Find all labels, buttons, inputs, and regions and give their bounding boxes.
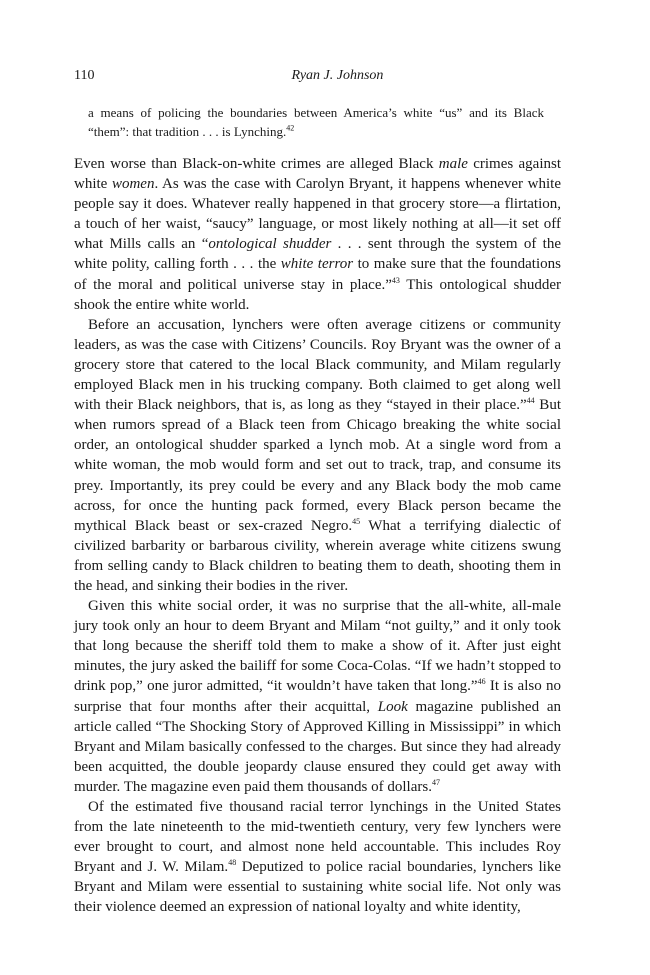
footnote-ref: 46	[477, 677, 486, 687]
text-run: Even worse than Black-on-white crimes are alleged Black	[74, 156, 439, 172]
text-run: Before an accusation, lynchers were often average citizens or community leaders, as was the case with Citizens’ Councils. Roy Bryant was the owner of a grocery store that catered to the local Black community, and Milam regularly employed Black men in his trucking company. Both claimed to get along well with their Black neighbors, that is, as long as they “stayed in their place.”	[74, 316, 561, 414]
text-run: This ontological shudder shook the entire white world.	[74, 276, 561, 313]
text-run: Given this white social order, it was no surprise that the all-white, all-male jury took only an hour to deem Bryant and Milam “not guilty,” and it only took that long because the sheriff told them to make a show of it. After just eight minutes, the jury asked the bailiff for some Coca-Colas. “If we hadn’t stopped to drink pop,” one juror admitted, “it wouldn’t have taken that long.”	[74, 598, 561, 695]
text-run: Deputized to police racial boundaries, lynchers like Bryant and Milam were essential to sustaining white social life. Not only was their violence deemed an expression of national loyalty and white identity,	[74, 859, 562, 916]
paragraph	[74, 797, 561, 918]
footnote-ref: 45	[352, 516, 361, 526]
page-number: 110	[74, 68, 95, 83]
page-header	[74, 67, 561, 85]
text-run: But when rumors spread of a Black teen from Chicago breaking the white social order, an ontological shudder sparked a lynch mob. At a single word from a white woman, the mob would form and set out to track, trap, and consume its prey. Importantly, its prey could be every and any Black body the mob came across, for once the hunting pack formed, every Black person became the mythical Black beast or sex-crazed Negro.	[74, 397, 561, 534]
italic-text: white terror	[280, 256, 354, 273]
block-quote	[88, 103, 544, 141]
italic-text: male	[438, 156, 468, 172]
italic-text: Look	[377, 698, 408, 715]
text-run: to make sure that the foundations of the moral and political universe stay in place.”	[74, 256, 561, 293]
body-text	[74, 154, 561, 918]
text-run: What a terrifying dialectic of civilized barbarity or barbarous civility, wherein average white citizens swung from selling candy to Black children to beating them to death, shooting them in the head, and sinking their bodies in the river.	[74, 517, 562, 594]
paragraph	[74, 596, 561, 797]
running-head: Ryan J. Johnson	[291, 68, 384, 83]
paragraph	[74, 315, 561, 596]
text-run: . . . sent through the system of the white polity, calling forth . . . the	[74, 236, 561, 273]
text-run: crimes against white	[74, 156, 561, 193]
text-run: Of the estimated five thousand racial terror lynchings in the United States from the late nineteenth to the mid-twentieth century, very few lynchers were ever brought to court, and almost none held accountable. This includes Roy Bryant and J. W. Milam.	[74, 799, 561, 876]
text-run: It is also no surprise that four months after their acquittal,	[74, 678, 561, 715]
italic-text: women	[111, 176, 155, 193]
footnote-ref: 48	[228, 858, 237, 868]
footnote-ref: 44	[526, 396, 535, 406]
text-run: . As was the case with Carolyn Bryant, it happens whenever white people say it does. Whatever really happened in that grocery store—a flirtation, a touch of her waist, “saucy” language, or most likely nothing at all—it set off what Mills calls an “	[74, 176, 561, 253]
footnote-ref: 42	[286, 123, 295, 133]
footnote-ref: 43	[391, 275, 400, 285]
footnote-ref: 47	[431, 777, 440, 787]
italic-text: ontological shudder	[208, 236, 332, 253]
text-run: magazine published an article called “The Shocking Story of Approved Killing in Mississippi” in which Bryant and Milam basically confessed to the charges. But since they had already been acquitted, the double jeopardy clause ensured they could get away with murder. The magazine even paid them thousands of dollars.	[74, 698, 561, 795]
paragraph	[74, 154, 561, 315]
block-quote-text: a means of policing the boundaries between America’s white “us” and its Black “them”: that tradition . . . is Lynching.	[88, 105, 544, 139]
